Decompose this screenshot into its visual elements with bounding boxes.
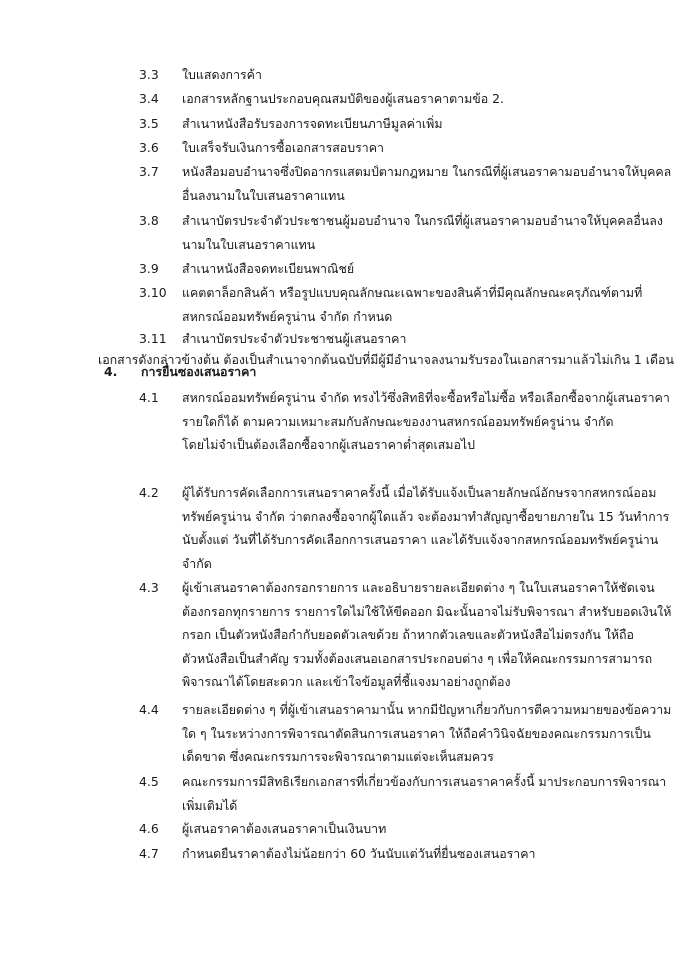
item-text <box>182 481 669 575</box>
item-number: 3.5 <box>139 116 159 131</box>
item-number: 3.9 <box>139 261 159 276</box>
item-text-line: นามในใบเสนอราคาแทน <box>182 236 316 252</box>
item-text-line: แคตตาล็อกสินค้า หรือรูปแบบคุณลักษณะเฉพาะของสินค้าที่มีคุณลักษณะครุภัณฑ์ตามที่ <box>182 285 643 300</box>
item-text-line: ทรัพย์ครูน่าน จำกัด ว่าตกลงซื้อจากผู้ใดแล้ว จะต้องมาทำสัญญาซื้อขายภายใน 15 วันทำการ <box>182 508 670 524</box>
item-text <box>182 770 666 817</box>
section-title: การยื่นซองเสนอราคา <box>141 364 257 379</box>
item-number: 4.6 <box>139 821 159 836</box>
item-text-line: ใบเสร็จรับเงินการซื้อเอกสารสอบราคา <box>182 140 384 155</box>
item-text-line: ต้องกรอกทุกรายการ รายการใดไม่ใช้ให้ขีดออก มิฉะนั้นอาจไม่รับพิจารณา สำหรับยอดเงินให้ <box>182 603 672 619</box>
item-number: 3.8 <box>139 213 159 228</box>
item-text-line: ตัวหนังสือเป็นสำคัญ รวมทั้งต้องเสนอเอกสารประกอบต่าง ๆ เพื่อให้คณะกรรมการสามารถ <box>182 650 653 666</box>
item-text-line: สหกรณ์ออมทรัพย์ครูน่าน จำกัด กำหนด <box>182 308 393 324</box>
item-number: 3.4 <box>139 91 159 106</box>
item-text <box>182 817 386 841</box>
item-text-line: ผู้เข้าเสนอราคาต้องกรอกรายการ และอธิบายรายละเอียดต่าง ๆ ในใบเสนอราคาให้ชัดเจน <box>182 580 655 595</box>
documents-note: เอกสารดังกล่าวข้างต้น ต้องเป็นสำเนาจากต้นฉบับที่มีผู้มีอำนาจลงนามรับรองในเอกสารมาแล้วไม่เกิน 1 เดือน <box>98 352 674 367</box>
item-number: 3.6 <box>139 140 159 155</box>
section-number: 4. <box>104 364 118 379</box>
item-text-line: ใด ๆ ในระหว่างการพิจารณาตัดสินการเสนอราคา ให้ถือคำวินิจฉัยของคณะกรรมการเป็น <box>182 725 651 741</box>
item-text-line: หนังสือมอบอำนาจซึ่งปิดอากรแสตมป์ตามกฎหมาย ในกรณีที่ผู้เสนอราคามอบอำนาจให้บุคคล <box>182 164 672 179</box>
item-number: 3.7 <box>139 164 159 179</box>
item-text-line: ใบแสดงการค้า <box>182 67 262 82</box>
item-text-line: สำเนาหนังสือจดทะเบียนพาณิชย์ <box>182 261 355 276</box>
item-number: 3.3 <box>139 67 159 82</box>
item-text <box>182 576 671 694</box>
item-text-line: สำเนาบัตรประจำตัวประชาชนผู้เสนอราคา <box>182 331 407 346</box>
item-text-line: พิจารณาได้โดยสะดวก และเข้าใจข้อมูลที่ชี้แจงมาอย่างถูกต้อง <box>182 674 511 689</box>
item-text <box>182 386 670 457</box>
item-number: 4.2 <box>139 485 159 500</box>
item-text-line: กรอก เป็นตัวหนังสือกำกับยอดตัวเลขด้วย ถ้าหากตัวเลขและตัวหนังสือไม่ตรงกัน ให้ถือ <box>182 627 634 642</box>
item-number: 4.3 <box>139 580 159 595</box>
item-text <box>182 87 504 111</box>
item-text-line: นับตั้งแต่ วันที่ได้รับการคัดเลือกการเสนอราคา และได้รับแจ้งจากสหกรณ์ออมทรัพย์ครูน่าน <box>182 532 659 547</box>
item-text-line: คณะกรรมการมีสิทธิเรียกเอกสารที่เกี่ยวข้องกับการเสนอราคาครั้งนี้ มาประกอบการพิจารณา <box>182 774 667 789</box>
item-text <box>182 63 262 87</box>
item-text-line: รายละเอียดต่าง ๆ ที่ผู้เข้าเสนอราคามานั้น หากมีปัญหาเกี่ยวกับการตีความหมายของข้อความ <box>182 702 672 717</box>
item-text <box>182 698 671 769</box>
item-text-line: โดยไม่จำเป็นต้องเลือกซื้อจากผู้เสนอราคาต่ำสุดเสมอไป <box>182 437 475 452</box>
item-text-line: ผู้เสนอราคาต้องเสนอราคาเป็นเงินบาท <box>182 821 387 836</box>
item-number: 4.4 <box>139 702 159 717</box>
item-text-line: สหกรณ์ออมทรัพย์ครูน่าน จำกัด ทรงไว้ซึ่งสิทธิที่จะซื้อหรือไม่ซื้อ หรือเลือกซื้อจากผู้เสนอราคา <box>182 390 670 405</box>
item-text <box>182 112 443 136</box>
item-number: 3.10 <box>139 285 167 300</box>
item-text <box>182 136 384 160</box>
item-text-line: รายใดก็ได้ ตามความเหมาะสมกับลักษณะของงานสหกรณ์ออมทรัพย์ครูน่าน จำกัด <box>182 413 614 429</box>
item-text <box>182 160 671 207</box>
item-text <box>182 842 536 866</box>
item-text-line: เอกสารหลักฐานประกอบคุณสมบัติของผู้เสนอราคาตามข้อ 2. <box>182 91 504 106</box>
item-text-line: อื่นลงนามในใบเสนอราคาแทน <box>182 187 345 203</box>
item-text-line: เพิ่มเติมได้ <box>182 797 238 813</box>
item-text <box>182 257 354 281</box>
item-text-line: สำเนาหนังสือรับรองการจดทะเบียนภาษีมูลค่าเพิ่ม <box>182 116 443 131</box>
item-number: 4.5 <box>139 774 159 789</box>
item-text-line: เด็ดขาด ซึ่งคณะกรรมการจะพิจารณาตามแต่จะเห็นสมควร <box>182 749 494 764</box>
item-number: 4.7 <box>139 846 159 861</box>
item-number: 3.11 <box>139 331 167 346</box>
item-text-line: ผู้ได้รับการคัดเลือกการเสนอราคาครั้งนี้ เมื่อได้รับแจ้งเป็นลายลักษณ์อักษรจากสหกรณ์ออม <box>182 485 657 500</box>
item-text <box>182 209 663 256</box>
item-text <box>182 281 642 328</box>
item-text <box>182 327 406 351</box>
item-text-line: สำเนาบัตรประจำตัวประชาชนผู้มอบอำนาจ ในกรณีที่ผู้เสนอราคามอบอำนาจให้บุคคลอื่นลง <box>182 213 663 228</box>
item-number: 4.1 <box>139 390 159 405</box>
item-text-line: กำหนดยืนราคาต้องไม่น้อยกว่า 60 วันนับแต่วันที่ยื่นซองเสนอราคา <box>182 846 536 861</box>
item-text-line: จำกัด <box>182 555 212 571</box>
